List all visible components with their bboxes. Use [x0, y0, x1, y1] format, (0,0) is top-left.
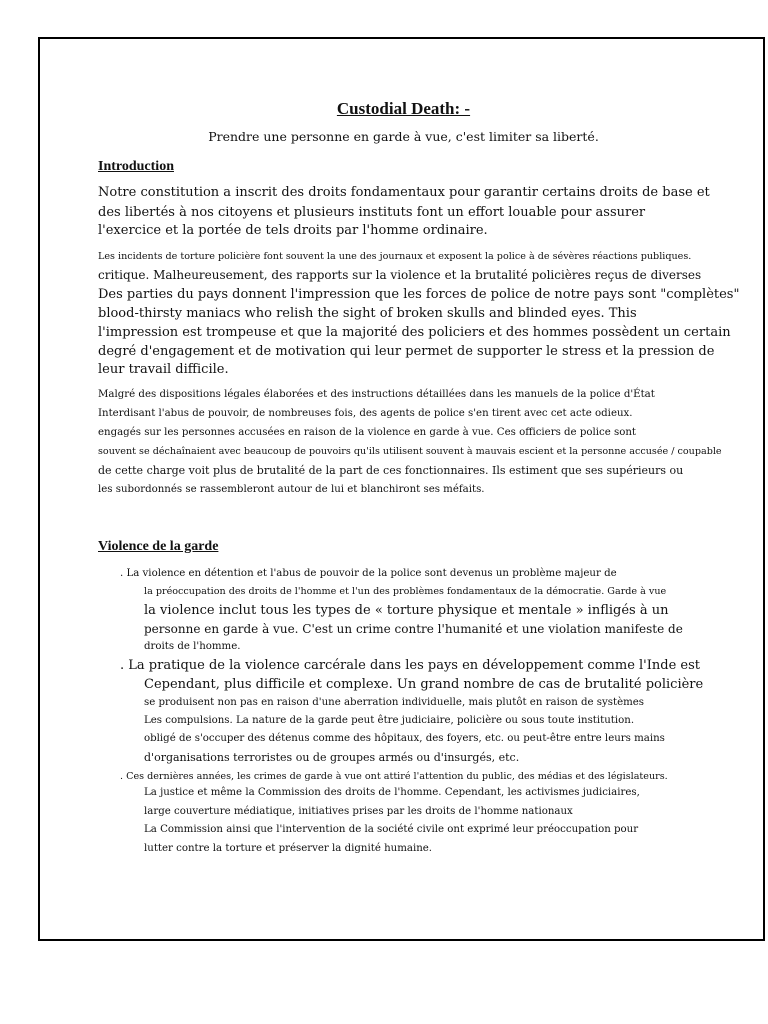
intro-p3-line: de cette charge voit plus de brutalité de la part de ces fonctionnaires. Ils estiment que ses supérieurs ou [98, 464, 684, 477]
bullet-1-line: la violence inclut tous les types de « torture physique et mentale » infligés à un [144, 603, 669, 618]
bullet-1-line: droits de l'homme. [144, 641, 241, 652]
intro-p1-line: Notre constitution a inscrit des droits fondamentaux pour garantir certains droits de base et [98, 185, 710, 200]
document-page [38, 37, 765, 941]
intro-p2-line: leur travail difficile. [98, 362, 229, 377]
bullet-2-line: . La pratique de la violence carcérale dans les pays en développement comme l'Inde est [120, 658, 700, 673]
intro-p3-line: Interdisant l'abus de pouvoir, de nombreuses fois, des agents de police s'en tirent avec cet acte odieux. [98, 408, 633, 419]
bullet-3-line: large couverture médiatique, initiatives prises par les droits de l'homme nationaux [144, 806, 573, 817]
bullet-2-line: obligé de s'occuper des détenus comme des hôpitaux, des foyers, etc. ou peut-être entre leurs mains [144, 733, 665, 744]
bullet-1-line: . La violence en détention et l'abus de pouvoir de la police sont devenus un problème majeur de [120, 568, 617, 579]
bullet-3-line: . Ces dernières années, les crimes de garde à vue ont attiré l'attention du public, des médias et des législateurs. [120, 771, 668, 782]
intro-p2-line: critique. Malheureusement, des rapports sur la violence et la brutalité policières reçus de diverses [98, 268, 702, 282]
introduction-heading: Introduction [98, 159, 174, 174]
document-title: Custodial Death: - [336, 99, 471, 118]
intro-p2-line: Des parties du pays donnent l'impression que les forces de police de notre pays sont "complètes" [98, 287, 740, 302]
intro-p3-line: souvent se déchaînaient avec beaucoup de pouvoirs qu'ils utilisent souvent à mauvais escient et la personne accusée / coupable [98, 446, 722, 457]
bullet-1-line: personne en garde à vue. C'est un crime contre l'humanité et une violation manifeste de [144, 622, 683, 636]
bullet-2-line: Cependant, plus difficile et complexe. Un grand nombre de cas de brutalité policière [144, 677, 704, 692]
intro-p3-line: les subordonnés se rassembleront autour de lui et blanchiront ses méfaits. [98, 484, 485, 495]
bullet-1-line: la préoccupation des droits de l'homme et l'un des problèmes fondamentaux de la démocratie. Garde à vue [144, 586, 667, 597]
bullet-3-line: La justice et même la Commission des droits de l'homme. Cependant, les activismes judiciaires, [144, 787, 640, 798]
intro-p3-line: engagés sur les personnes accusées en raison de la violence en garde à vue. Ces officiers de police sont [98, 427, 636, 438]
bullet-2-line: se produisent non pas en raison d'une aberration individuelle, mais plutôt en raison de systèmes [144, 697, 645, 708]
bullet-2-line: d'organisations terroristes ou de groupes armés ou d'insurgés, etc. [144, 751, 520, 764]
bullet-3-line: lutter contre la torture et préserver la dignité humaine. [144, 843, 433, 854]
document-subtitle: Prendre une personne en garde à vue, c'est limiter sa liberté. [208, 129, 599, 144]
bullet-3-line: La Commission ainsi que l'intervention de la société civile ont exprimé leur préoccupation pour [144, 824, 639, 835]
intro-p2-line: degré d'engagement et de motivation qui leur permet de supporter le stress et la pression de [98, 344, 715, 359]
bullet-2-line: Les compulsions. La nature de la garde peut être judiciaire, policière ou sous toute institution. [144, 715, 635, 726]
intro-p1-line: l'exercice et la portée de tels droits par l'homme ordinaire. [98, 223, 488, 238]
intro-p2-line: Les incidents de torture policière font souvent la une des journaux et exposent la police à de sévères réactions publiques. [98, 251, 692, 262]
intro-p3-line: Malgré des dispositions légales élaborées et des instructions détaillées dans les manuels de la police d'État [98, 389, 655, 400]
intro-p2-line: blood-thirsty maniacs who relish the sight of broken skulls and blinded eyes. This [98, 306, 637, 321]
violence-heading: Violence de la garde [98, 539, 219, 554]
intro-p2-line: l'impression est trompeuse et que la majorité des policiers et des hommes possèdent un certain [98, 325, 731, 340]
intro-p1-line: des libertés à nos citoyens et plusieurs instituts font un effort louable pour assurer [98, 205, 646, 220]
